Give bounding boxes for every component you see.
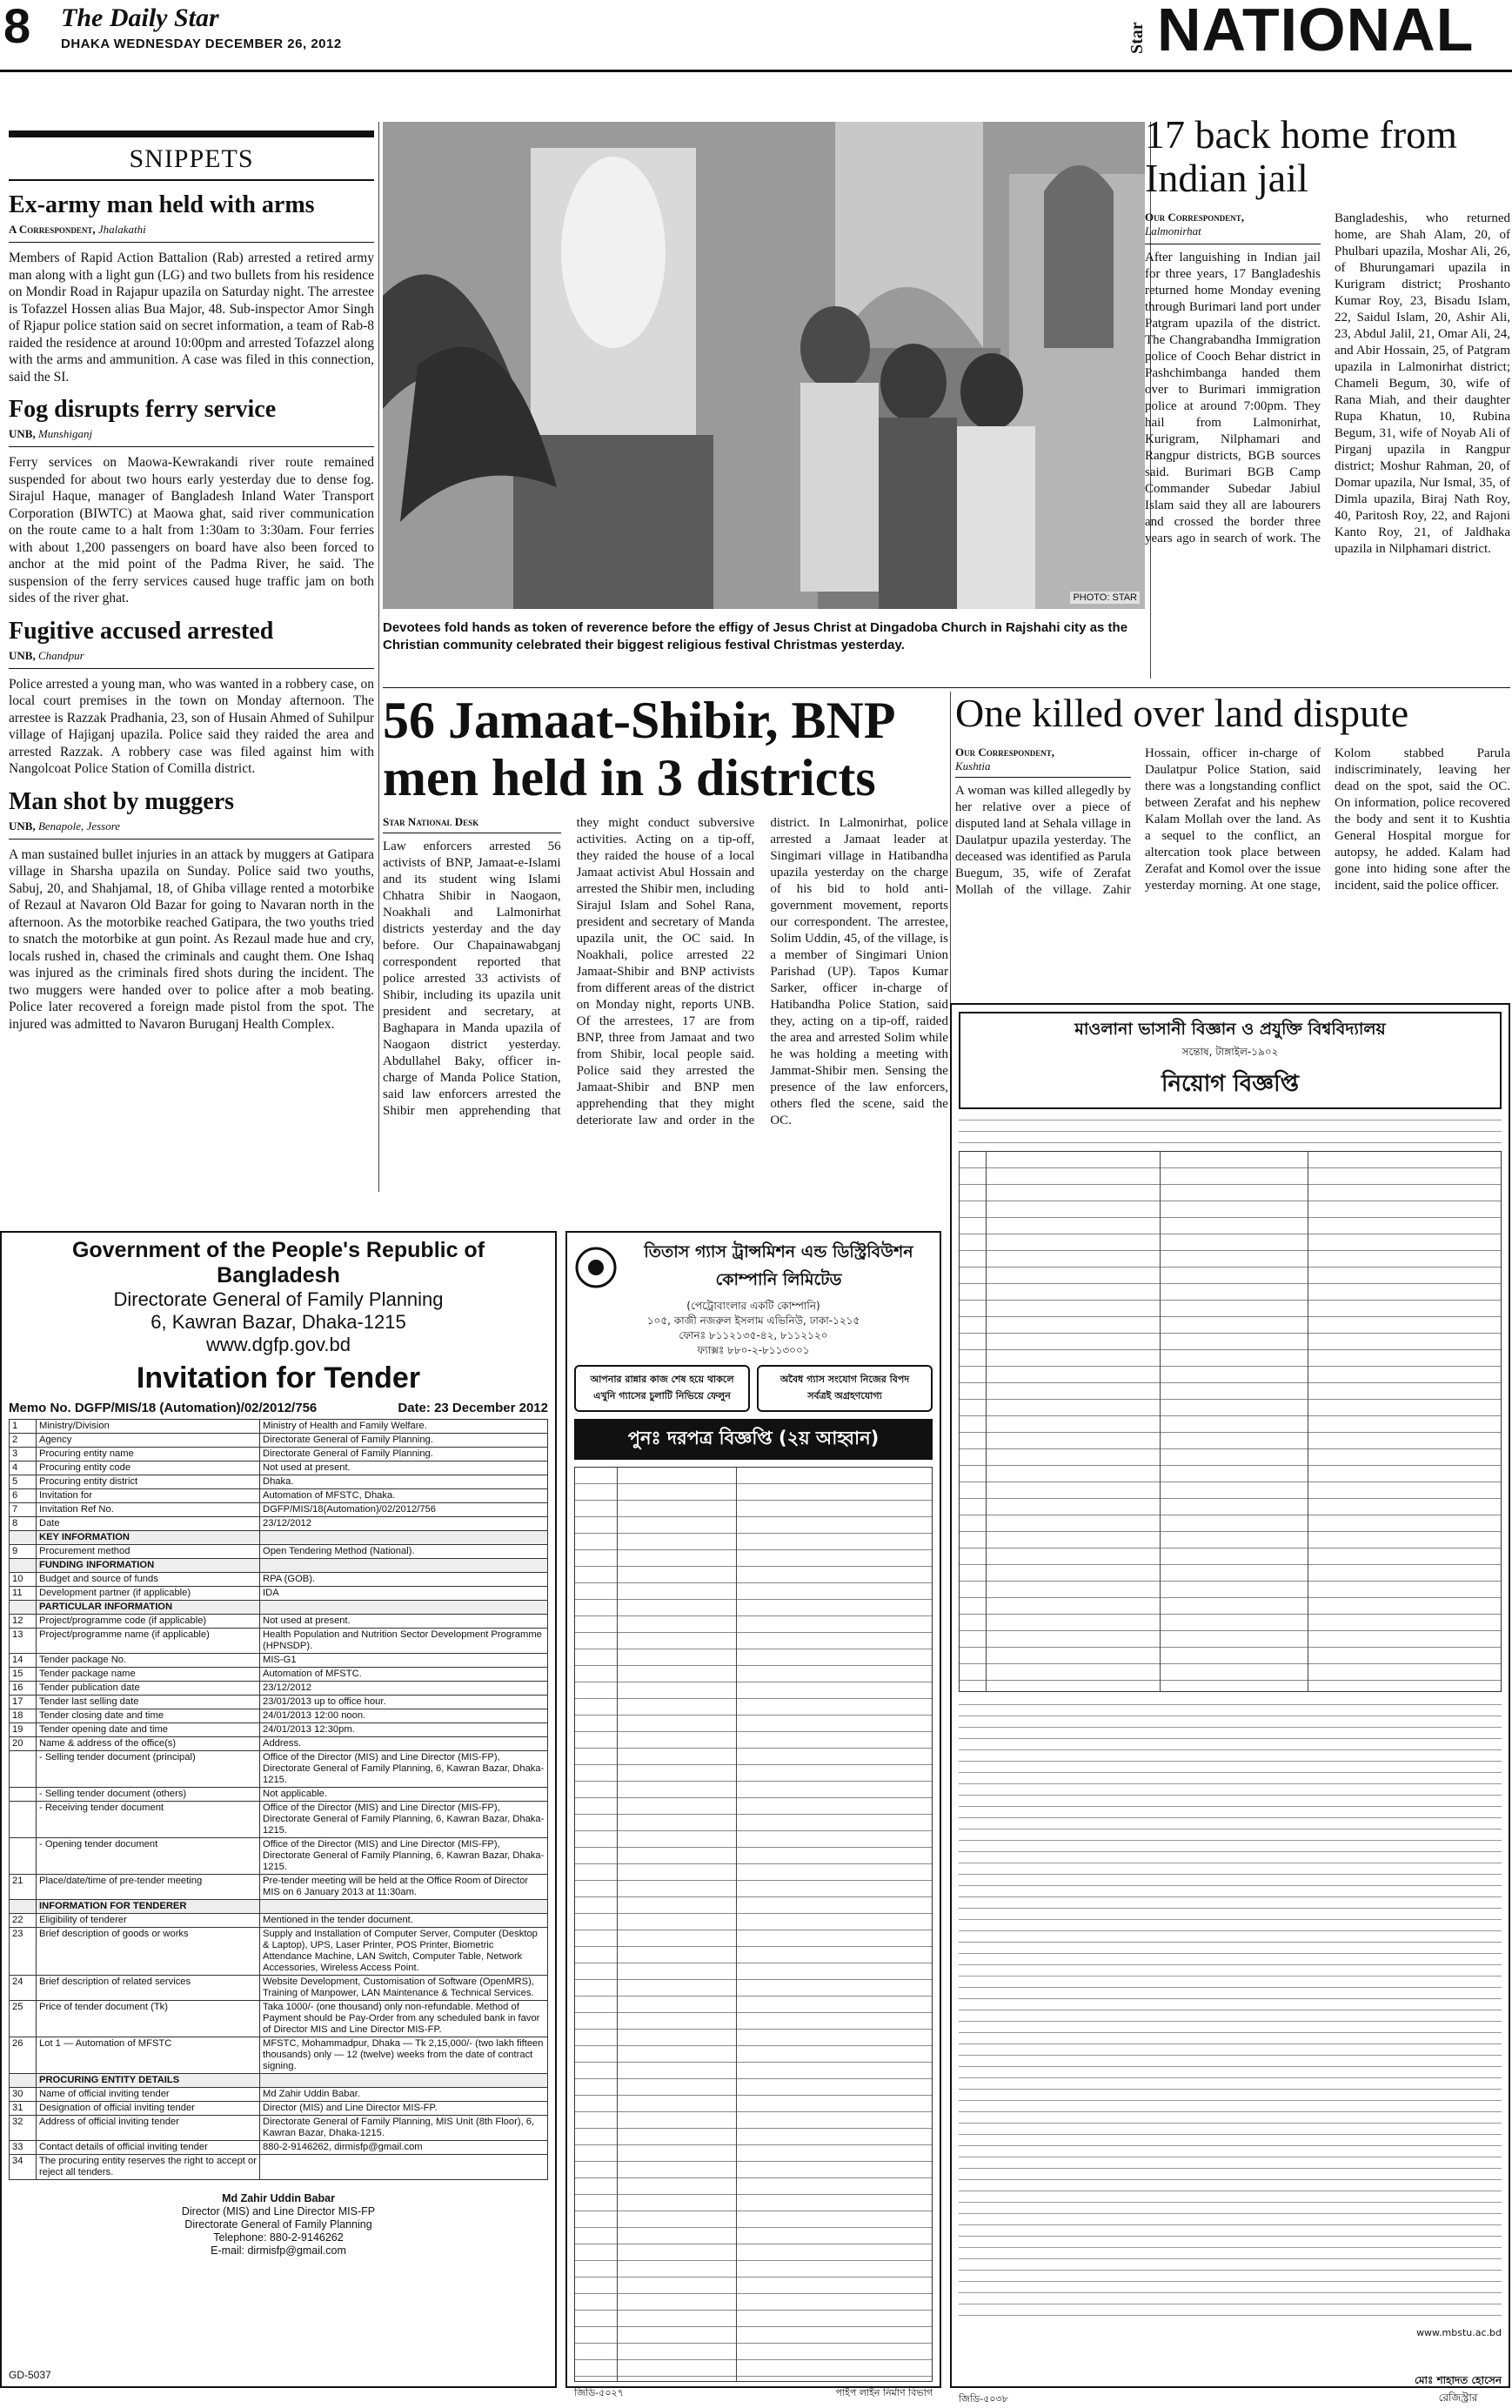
tender-cell: 25	[10, 2001, 37, 2037]
tender-cell: Directorate General of Family Planning.	[260, 1434, 548, 1448]
tender-cell: Director (MIS) and Line Director MIS-FP.	[260, 2102, 548, 2116]
tender-cell: Lot 1 — Automation of MFSTC	[37, 2037, 260, 2074]
tender-cell: PARTICULAR INFORMATION	[37, 1601, 260, 1615]
tender-cell: 9	[10, 1545, 37, 1559]
tender-row	[10, 1489, 548, 1503]
snippet-body: A man sustained bullet injuries in an attack by muggers at Gatipara village in Sharsha upazila on Sunday. Police said two youths, Sabuj, 20, and Shahjamal, 18, of Ghiba village rented a motorbike of Rezaul at Navaron Old Bazar for going to Navaran north in the afternoon. As the motorbike reached Gatipara, the two youths tried to snatch the motorbike at gun point. As Rezaul made hue and cry, locals rushed in, chased the criminals and caught them. One Ishaq was injured as the criminals fired shots during the incident. The two muggers were handed over to police after a mob beating. Police later recovered a foreign made pistol from the spot. The injured was admitted to Navaron Buruganj Health Complex.	[9, 846, 374, 1032]
tender-cell: 31	[10, 2102, 37, 2116]
tender-cell: 18	[10, 1709, 37, 1723]
titas-subtitle: (পেট্রোবাংলার একটি কোম্পানি)	[686, 1300, 820, 1312]
tender-cell: Automation of MFSTC, Dhaka.	[260, 1489, 548, 1503]
snippets-section	[9, 130, 374, 1187]
tender-row	[10, 1737, 548, 1751]
titas-name-line1: তিতাস গ্যাস ট্রান্সমিশন এন্ড ডিস্ট্রিবিউশন	[644, 1242, 913, 1261]
tender-cell: 23/12/2012	[260, 1682, 548, 1696]
tender-cell	[10, 1788, 37, 1802]
tender-row	[10, 1654, 548, 1668]
tender-gov: Government of the People's Republic of Bangladesh	[71, 1238, 485, 1288]
jamaat-headline: 56 Jamaat-Shibir, BNP men held in 3 districts	[383, 692, 893, 806]
tender-cell	[10, 1559, 37, 1573]
tender-cell: 24/01/2013 12:00 noon.	[260, 1709, 548, 1723]
tender-cell: 19	[10, 1723, 37, 1737]
snippet-item	[9, 396, 374, 607]
titas-title: পুনঃ দরপত্র বিজ্ঞপ্তি (২য় আহ্বান)	[574, 1419, 933, 1460]
tender-cell: Tender closing date and time	[37, 1709, 260, 1723]
tender-cell: 3	[10, 1448, 37, 1462]
tender-cell: Health Population and Nutrition Sector Development Programme (HPNSDP).	[260, 1629, 548, 1654]
tender-cell	[10, 1531, 37, 1545]
tender-website: www.dgfp.gov.bd	[206, 1334, 351, 1355]
tender-row	[10, 1601, 548, 1615]
tender-cell: 17	[10, 1696, 37, 1709]
tender-cell: Tender package No.	[37, 1654, 260, 1668]
tender-cell: Procuring entity name	[37, 1448, 260, 1462]
tender-cell: 32	[10, 2116, 37, 2141]
tender-cell: 13	[10, 1629, 37, 1654]
tender-cell: Not used at present.	[260, 1615, 548, 1629]
tender-cell: Invitation for	[37, 1489, 260, 1503]
snippet-body: Members of Rapid Action Battalion (Rab) arrested a retired army man along with a light gun (LG) and two bullets from his residence on Mondir Road in Rajapur upazila on Saturday night. The arrestee is Tofazzel Hossen alias Bua Major, 48. Sub-inspector Amor Singh of Rjapur police station said on secret information, a team of Rab-8 raided the residence at around 10:00pm and arrested Tofazzel along with the arms and ammunition. A case was filed in this connection, said the SI.	[9, 251, 374, 385]
tender-cell: Office of the Director (MIS) and Line Director (MIS-FP), Directorate General of Family Planning, 6, Kawran Bazar, Dhaka-1215.	[260, 1802, 548, 1838]
tender-row	[10, 1723, 548, 1737]
tender-cell: 11	[10, 1587, 37, 1601]
tender-cell	[10, 1802, 37, 1838]
church-photo-illustration	[383, 122, 1145, 609]
tender-row	[10, 1875, 548, 1900]
tender-row	[10, 2001, 548, 2037]
tender-cell: 10	[10, 1573, 37, 1587]
land-story	[955, 692, 1510, 996]
tender-cell: Md Zahir Uddin Babar.	[260, 2088, 548, 2102]
titas-fax: ফ্যাক্সঃ ৮৮০-২-৮১১৩০০১	[697, 1344, 810, 1356]
tender-table	[9, 1419, 548, 2180]
jail-headline: 17 back home from Indian jail	[1145, 112, 1457, 200]
tender-row	[10, 2155, 548, 2180]
tender-cell: 880-2-9146262, dirmisfp@gmail.com	[260, 2141, 548, 2155]
snippet-item	[9, 788, 374, 1033]
tender-cell: Ministry of Health and Family Welfare.	[260, 1420, 548, 1434]
titas-address: ১০৫, কাজী নজরুল ইসলাম এভিনিউ, ঢাকা-১২১৫	[646, 1314, 860, 1327]
tender-row	[10, 1751, 548, 1788]
snippet-item	[9, 191, 374, 385]
tender-cell: 22	[10, 1914, 37, 1928]
column-divider	[378, 122, 379, 1192]
tender-cell: Supply and Installation of Computer Server, Computer (Desktop & Laptop), UPS, Laser Printer, POS Printer, Biometric Attendance Machine, LAN Switch, Computer Table, Network Accessories, Wireless Access Point.	[260, 1928, 548, 1976]
university-qualifications	[959, 1699, 1502, 2325]
tender-address: 6, Kawran Bazar, Dhaka-1215	[151, 1311, 406, 1333]
snippet-title: Fugitive accused arrested	[9, 617, 274, 645]
tender-cell: Date	[37, 1517, 260, 1531]
jail-body: After languishing in Indian jail for three years, 17 Bangladeshis returned home Monday evening through Burimari land port under Patgram upazila of the district. The Changrabandha Immigration police of Cooch Behar district in Pashchimbanga handed them over to Burimari immigration police at around 7:00pm. They hail from Lalmonirhat, Kurigram, Nilphamari and Rangpur districts, BGB sources said. Burimari BGB Camp Commander Subedar Jabiul Islam said they all are labourers and crossed the border three years ago in search of work. The Bangladeshis, who returned home, are Shah Alam, 20, of Phulbari upazila, Moshar Ali, 26, of Bhurungamari upazila in Kurigram district; Proshanto Kumar Roy, 23, Bisadu Islam, 22, Saidul Islam, 20, Ashir Ali, 23, Abdul Jalil, 21, Omar Ali, 24, and Abir Hossain, 25, of Patgram upazila in Lalmonirhat district; Chameli Begum, 30, wife of Rana Miah, and their daughter Rupa Khatun, 10, Rubina Begum, 31, wife of Noyab Ali of Pirganj upazila in Rangpur district; Moshur Rahman, 20, of Domar upazila, Nur Ismal, 35, of Dimla upazila, Biraj Nath Roy, 40, Paritosh Roy, 22, and Rajoni Kanto Roy, 21, of Jaldhaka upazila in Nilphamari district.	[1145, 211, 1510, 556]
tender-cell	[10, 1838, 37, 1875]
university-code: জিডি-৫০৩৮	[959, 2393, 1008, 2405]
tender-cell: 12	[10, 1615, 37, 1629]
titas-code: জিডি-৫০২৭	[574, 2387, 624, 2398]
tender-dept: Directorate General of Family Planning	[113, 1288, 444, 1310]
snippet-title: Fog disrupts ferry service	[9, 396, 277, 423]
tender-cell: 23	[10, 1928, 37, 1976]
tender-cell: 8	[10, 1517, 37, 1531]
paper-name: The Daily Star	[61, 3, 219, 32]
tender-cell: - Selling tender document (principal)	[37, 1751, 260, 1788]
tender-cell: 21	[10, 1875, 37, 1900]
section-title: NATIONAL	[1157, 0, 1475, 64]
snippets-heading: SNIPPETS	[9, 137, 374, 181]
tender-cell: 14	[10, 1654, 37, 1668]
tender-sig-title: Director (MIS) and Line Director MIS-FP	[181, 2205, 376, 2217]
tender-cell	[10, 2074, 37, 2088]
tender-cell	[260, 1601, 548, 1615]
tender-row	[10, 1448, 548, 1462]
tender-cell: Price of tender document (Tk)	[37, 2001, 260, 2037]
tender-cell: 30	[10, 2088, 37, 2102]
tender-cell: - Selling tender document (others)	[37, 1788, 260, 1802]
university-name: মাওলানা ভাসানী বিজ্ঞান ও প্রযুক্তি বিশ্ববিদ্যালয়	[1074, 1020, 1386, 1039]
tender-cell: 2	[10, 1434, 37, 1448]
tender-cell: Name & address of the office(s)	[37, 1737, 260, 1751]
titas-footer: পাইপ লাইন নির্মাণ বিভাগ	[835, 2387, 933, 2398]
tender-cell: - Opening tender document	[37, 1838, 260, 1875]
tender-cell: PROCURING ENTITY DETAILS	[37, 2074, 260, 2088]
tender-cell: INFORMATION FOR TENDERER	[37, 1900, 260, 1914]
tender-row	[10, 2102, 548, 2116]
titas-slogan-cooking: আপনার রান্নার কাজ শেষ হয়ে থাকলে এখুনি গ্যাসের চুলাটি নিভিয়ে ফেলুন	[574, 1365, 750, 1412]
tender-sig-email: E-mail: dirmisfp@gmail.com	[211, 2244, 346, 2257]
tender-row	[10, 1587, 548, 1601]
university-intro	[959, 1114, 1502, 1146]
jamaat-body: Law enforcers arrested 56 activists of BNP, Jamaat-e-Islami and its student wing Islami Chhatra Shibir in Naogaon, Noakhali and Lalmonirhat districts yesterday and the day before. Our Chapainawabganj correspondent reported that police arrested 33 activists of Shibir, including its upazila unit president and secretary, at Baghapara in Manda upazila of Naogaon district yesterday. Abdullahel Baky, officer in-charge of Manda Police Station, said law enforcers arrested the Shibir men apprehending that they might conduct subversive activities. Acting on a tip-off, they raided the house of a local Jamaat activist Abul Hossain and arrested the Shibir men, including Sirajul Islam and Sohel Rana, president and secretary of Manda upazila unit, the OC said. In Noakhali, police arrested 22 Jamaat-Shibir and BNP activists from different areas of the district on Monday night, reports UNB. Of the arrestees, 17 are from BNP, three from Jamaat and two from Shibir, local people said. Police said they arrested the Jamaat-Shibir and BNP men apprehending that they might deteriorate law and order in the district. In Lalmonirhat, police arrested a Jamaat leader at Singimari village in Hatibandha upazila yesterday on the charge of his bid to hold anti-government movement, reports our correspondent. The arrestee, Solim Uddin, 45, of the village, is a member of Singimari Union Parishad (UP). Tapos Kumar Sarker, officer in-charge of Hatibandha Police Station, said they, acting on a tip-off, raided the area and arrested Solim while he was holding a meeting with Jammat-Shibir men. Sensing the presence of the law enforcers, others fled the scene, said the OC.	[383, 816, 948, 1127]
tender-cell: 5	[10, 1475, 37, 1489]
tender-cell: DGFP/MIS/18(Automation)/02/2012/756	[260, 1503, 548, 1517]
tender-cell: Directorate General of Family Planning, MIS Unit (8th Floor), 6, Kawran Bazar, Dhaka-1215.	[260, 2116, 548, 2141]
tender-cell: Procuring entity district	[37, 1475, 260, 1489]
church-photo	[383, 122, 1145, 609]
tender-cell: The procuring entity reserves the right to accept or reject all tenders.	[37, 2155, 260, 2180]
tender-cell	[260, 2074, 548, 2088]
snippet-body: Police arrested a young man, who was wanted in a robbery case, on local court premises in the town on Monday afternoon. The arrestee is Razzak Pradhania, 23, son of Husain Ahmed of Suhilpur village of Hajiganj upazila. Police said they raided the area and arrested Razzak. A robbery case was filed against him with Nangolcoat Police Station of Comilla district.	[9, 676, 374, 776]
tender-cell: Eligibility of tenderer	[37, 1914, 260, 1928]
tender-cell	[10, 1601, 37, 1615]
tender-cell: MFSTC, Mohammadpur, Dhaka — Tk 2,15,000/- (two lakh fifteen thousands) only — 12 (twelve) weeks from the date of contract signing.	[260, 2037, 548, 2074]
section-rule	[383, 687, 1510, 688]
tender-cell: 6	[10, 1489, 37, 1503]
tender-cell: Brief description of related services	[37, 1976, 260, 2001]
tender-row	[10, 1545, 548, 1559]
tender-cell: 7	[10, 1503, 37, 1517]
university-advertisement	[950, 1003, 1510, 2405]
tender-cell: Automation of MFSTC.	[260, 1668, 548, 1682]
land-byline: Our Correspondent, Kushtia	[955, 746, 1055, 773]
jail-byline: Our Correspondent, Lalmonirhat	[1145, 211, 1245, 237]
tender-cell: 26	[10, 2037, 37, 2074]
titas-logo-icon	[574, 1246, 618, 1289]
university-title: নিয়োগ বিজ্ঞপ্তি	[1161, 1071, 1299, 1097]
tender-cell: KEY INFORMATION	[37, 1531, 260, 1545]
tender-row	[10, 1668, 548, 1682]
page-number: 8	[3, 0, 31, 53]
tender-cell	[260, 2155, 548, 2180]
tender-row	[10, 2074, 548, 2088]
snippet-title: Ex-army man held with arms	[9, 191, 315, 218]
tender-cell: Office of the Director (MIS) and Line Director (MIS-FP), Directorate General of Family Planning, 6, Kawran Bazar, Dhaka-1215.	[260, 1838, 548, 1875]
tender-cell: Taka 1000/- (one thousand) only non-refundable. Method of Payment should be Pay-Order from any scheduled bank in favor of Director MIS and Line Director MIS-FP.	[260, 2001, 548, 2037]
tender-row	[10, 1838, 548, 1875]
tender-cell: Address.	[260, 1737, 548, 1751]
tender-cell: Directorate General of Family Planning.	[260, 1448, 548, 1462]
tender-cell: Project/programme code (if applicable)	[37, 1615, 260, 1629]
university-sig-title: রেজিস্ট্রার	[1438, 2391, 1478, 2404]
tender-cell: Tender package name	[37, 1668, 260, 1682]
jamaat-story	[383, 692, 948, 1187]
tender-row	[10, 2141, 548, 2155]
snippet-byline: UNB, Benapole, Jessore	[9, 819, 121, 833]
land-body: A woman was killed allegedly by her relative over a piece of disputed land at Sehala village in Daulatpur upazila yesterday. The deceased was identified as Parula Buegum, 35, wife of Zerafat Mollah of the village. Zahir Hossain, officer in-charge of Daulatpur Police Station, said there was a longstanding conflict between Zerafat and his nephew Kalam Mollah over the land. As a sequel to the conflict, an altercation took place between Zerafat and Komol over the issue yesterday morning. At one stage, Kolom stabbed Parula indiscriminately, leaving her dead on the spot, said the OC. On information, police recovered the body and sent it to Kushtia General Hospital morgue for autopsy, he added. Kalam had gone into hiding sone after the incident, said the police officer.	[955, 746, 1510, 897]
university-website: www.mbstu.ac.bd	[1416, 2327, 1502, 2338]
tender-cell: Website Development, Customisation of Software (OpenMRS), Training of Manpower, LAN Maintenance & Technical Services.	[260, 1976, 548, 2001]
tender-cell: Pre-tender meeting will be held at the Office Room of Director MIS on 6 January 2013 at 11:30am.	[260, 1875, 548, 1900]
snippet-item	[9, 618, 374, 778]
tender-row	[10, 1517, 548, 1531]
tender-row	[10, 2037, 548, 2074]
snippet-byline: UNB, Munshiganj	[9, 427, 93, 440]
tender-cell: Development partner (if applicable)	[37, 1587, 260, 1601]
tender-cell	[260, 1559, 548, 1573]
tender-cell: Procurement method	[37, 1545, 260, 1559]
tender-cell: 23/01/2013 up to office hour.	[260, 1696, 548, 1709]
tender-cell: Project/programme name (if applicable)	[37, 1629, 260, 1654]
photo-credit: PHOTO: STAR	[1070, 592, 1140, 604]
tender-cell	[260, 1531, 548, 1545]
tender-cell: MIS-G1	[260, 1654, 548, 1668]
tender-row	[10, 1573, 548, 1587]
star-mark: Star	[1127, 22, 1147, 54]
tender-title: Invitation for Tender	[136, 1361, 421, 1395]
tender-row	[10, 1420, 548, 1434]
tender-row	[10, 2116, 548, 2141]
jail-story	[1145, 113, 1510, 687]
snippets-top-bar	[9, 130, 374, 137]
university-signatory: মোঃ শাহাদত হোসেন	[1414, 2374, 1502, 2386]
land-headline: One killed over land dispute	[955, 691, 1409, 735]
tender-cell: Budget and source of funds	[37, 1573, 260, 1587]
tender-row	[10, 1629, 548, 1654]
titas-slogan-illegal: অবৈধ গ্যাস সংযোগ নিজের বিপদ সর্বত্রই অগ্রহণযোগ্য	[757, 1365, 933, 1412]
tender-advertisement	[0, 1231, 557, 2388]
tender-cell	[10, 1900, 37, 1914]
tender-cell: 20	[10, 1737, 37, 1751]
tender-row	[10, 1709, 548, 1723]
tender-cell: Invitation Ref No.	[37, 1503, 260, 1517]
tender-cell: Not used at present.	[260, 1462, 548, 1475]
tender-cell: 15	[10, 1668, 37, 1682]
tender-cell: 24	[10, 1976, 37, 2001]
tender-cell: Agency	[37, 1434, 260, 1448]
snippet-byline: A Correspondent, Jhalakathi	[9, 223, 146, 236]
tender-cell	[10, 1751, 37, 1788]
tender-cell: Mentioned in the tender document.	[260, 1914, 548, 1928]
tender-cell: Tender opening date and time	[37, 1723, 260, 1737]
tender-cell: Ministry/Division	[37, 1420, 260, 1434]
tender-cell: - Receiving tender document	[37, 1802, 260, 1838]
tender-cell: FUNDING INFORMATION	[37, 1559, 260, 1573]
snippet-body: Ferry services on Maowa-Kewrakandi river route remained suspended for about two hours early yesterday due to dense fog. Sirajul Haque, manager of Bangladesh Inland Water Transport Corporation (BIWTC) at Maowa ghat, said river communication on the route came to a halt from 1:30am to 3:30am. Four ferries with about 1,200 passengers on board have also been forced to anchor at the mid point of the Padma River, he said. The suspension of the ferry services caused huge traffic jam on both sides of the river ghat.	[9, 455, 374, 605]
tender-cell: 1	[10, 1420, 37, 1434]
tender-cell: 4	[10, 1462, 37, 1475]
dateline: DHAKA WEDNESDAY DECEMBER 26, 2012	[61, 37, 342, 51]
university-address: সন্তোষ, টাঙ্গাইল-১৯০২	[1181, 1046, 1279, 1058]
snippet-byline: UNB, Chandpur	[9, 648, 84, 662]
tender-row	[10, 1682, 548, 1696]
tender-row	[10, 1615, 548, 1629]
tender-row	[10, 1531, 548, 1545]
tender-row	[10, 1475, 548, 1489]
tender-cell: Place/date/time of pre-tender meeting	[37, 1875, 260, 1900]
tender-row	[10, 1900, 548, 1914]
tender-row	[10, 1503, 548, 1517]
snippet-title: Man shot by muggers	[9, 787, 235, 815]
titas-name-line2: কোম্পানি লিমিটেড	[715, 1270, 842, 1289]
masthead-rule	[0, 70, 1512, 72]
titas-advertisement	[565, 1231, 941, 2398]
tender-row	[10, 1462, 548, 1475]
tender-cell: Contact details of official inviting tender	[37, 2141, 260, 2155]
tender-cell: Dhaka.	[260, 1475, 548, 1489]
tender-row	[10, 1914, 548, 1928]
tender-cell: Office of the Director (MIS) and Line Director (MIS-FP), Directorate General of Family Planning, 6, Kawran Bazar, Dhaka-1215.	[260, 1751, 548, 1788]
tender-cell: 24/01/2013 12:30pm.	[260, 1723, 548, 1737]
tender-cell: Designation of official inviting tender	[37, 2102, 260, 2116]
tender-cell: 34	[10, 2155, 37, 2180]
tender-row	[10, 2088, 548, 2102]
tender-cell: IDA	[260, 1587, 548, 1601]
tender-cell	[260, 1900, 548, 1914]
tender-sig-org: Directorate General of Family Planning	[184, 2218, 372, 2231]
tender-cell: Procuring entity code	[37, 1462, 260, 1475]
tender-cell: Tender last selling date	[37, 1696, 260, 1709]
tender-cell: Address of official inviting tender	[37, 2116, 260, 2141]
tender-cell: Brief description of goods or works	[37, 1928, 260, 1976]
tender-row	[10, 1976, 548, 2001]
tender-memo: Memo No. DGFP/MIS/18 (Automation)/02/2012/756	[9, 1401, 318, 1415]
photo-caption: Devotees fold hands as token of reverence before the effigy of Jesus Christ at Dingadoba Church in Rajshahi city as the Christian community celebrated their biggest religious festival Christmas yesterday.	[383, 620, 1128, 652]
tender-cell: 16	[10, 1682, 37, 1696]
titas-table	[574, 1467, 933, 2382]
jamaat-byline: Star National Desk	[383, 815, 479, 828]
university-posts-table	[959, 1151, 1502, 1692]
tender-date: Date: 23 December 2012	[398, 1401, 548, 1415]
tender-row	[10, 1802, 548, 1838]
tender-sig-phone: Telephone: 880-2-9146262	[213, 2231, 344, 2244]
tender-row	[10, 1559, 548, 1573]
tender-cell: RPA (GOB).	[260, 1573, 548, 1587]
masthead	[0, 0, 1512, 70]
tender-cell: Open Tendering Method (National).	[260, 1545, 548, 1559]
tender-cell: Not applicable.	[260, 1788, 548, 1802]
tender-row	[10, 1434, 548, 1448]
tender-signatory: Md Zahir Uddin Babar	[222, 2192, 335, 2204]
tender-cell: 33	[10, 2141, 37, 2155]
tender-row	[10, 1788, 548, 1802]
tender-cell: 23/12/2012	[260, 1517, 548, 1531]
tender-row	[10, 1928, 548, 1976]
tender-code: GD-5037	[9, 2369, 51, 2381]
tender-cell: Name of official inviting tender	[37, 2088, 260, 2102]
tender-row	[10, 1696, 548, 1709]
titas-phone: ফোনঃ ৮১১২১৩৫-৪২, ৮১১২১২০	[679, 1329, 828, 1341]
tender-cell: Tender publication date	[37, 1682, 260, 1696]
